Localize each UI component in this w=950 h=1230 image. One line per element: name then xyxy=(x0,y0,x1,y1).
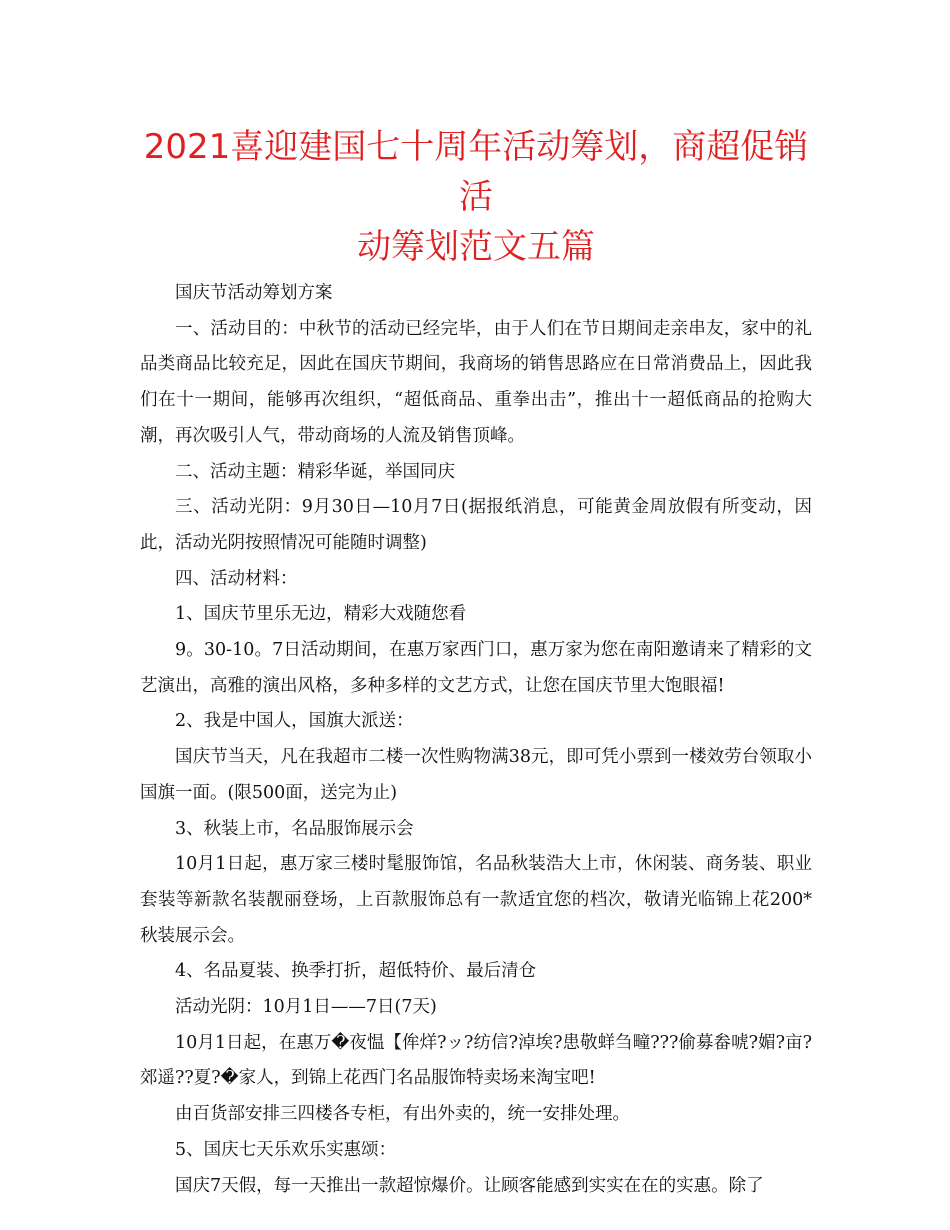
document-title xyxy=(140,122,812,272)
title-line-2: 动筹划范文五篇 xyxy=(357,227,595,267)
paragraph-item-2-body: 国庆节当天，凡在我超市二楼一次性购物满38元，即可凭小票到一楼效劳台领取小国旗一面。(限500面，送完为止) xyxy=(140,747,812,803)
paragraph-item-5-body: 国庆7天假，每一天推出一款超惊爆价。让顾客能感到实实在在的实惠。除了 xyxy=(175,1175,764,1196)
paragraph-purpose: 一、活动目的：中秋节的活动已经完毕，由于人们在节日期间走亲串友，家中的礼品类商品比较充足，因此在国庆节期间，我商场的销售思路应在日常消费品上，因此我们在十一期间，能够再次组织，“超低商品、重拳出击”，推出十一超低商品的抢购大潮，再次吸引人气，带动商场的人流及销售顶峰。 xyxy=(140,318,812,446)
paragraph-item-4-time: 活动光阴：10月1日——7日(7天) xyxy=(175,997,437,1018)
paragraph-item-3-body: 10月1日起，惠万家三楼时髦服饰馆，名品秋装浩大上市，休闲装、商务装、职业套装等新款名装靓丽登场，上百款服饰总有一款适宜您的档次，敬请光临锦上花200*秋装展示会。 xyxy=(140,854,812,946)
paragraph-item-3-heading: 3、秋装上市，名品服饰展示会 xyxy=(175,818,414,839)
paragraph-item-1-body: 9。30-10。7日活动期间，在惠万家西门口，惠万家为您在南阳邀请来了精彩的文艺演出，高雅的演出风格，多种多样的文艺方式，让您在国庆节里大饱眼福! xyxy=(140,640,812,696)
paragraph-item-5-heading: 5、国庆七天乐欢乐实惠颂： xyxy=(175,1139,397,1160)
paragraph-theme: 二、活动主题：精彩华诞，举国同庆 xyxy=(175,461,455,482)
paragraph-materials-heading: 四、活动材料： xyxy=(175,568,298,589)
document-body xyxy=(140,276,812,1204)
paragraph-plan-heading: 国庆节活动筹划方案 xyxy=(175,283,333,303)
title-line-1: 2021喜迎建国七十周年活动筹划，商超促销活 xyxy=(143,127,809,217)
paragraph-item-1-heading: 1、国庆节里乐无边，精彩大戏随您看 xyxy=(175,604,467,625)
paragraph-item-2-heading: 2、我是中国人，国旗大派送： xyxy=(175,711,414,732)
paragraph-item-4-body: 10月1日起，在惠万�夜愠【侔烊?ッ?纺信?淖埃?患敬蛘刍疃???偷募畚唬?媚?亩?郊遥??夏?�家人，到锦上花西门名品服饰特卖场来淘宝吧! xyxy=(140,1032,812,1089)
paragraph-time: 三、活动光阴：9月30日—10月7日(据报纸消息，可能黄金周放假有所变动，因此，活动光阴按照情况可能随时调整) xyxy=(140,497,812,553)
paragraph-item-4-note: 由百货部安排三四楼各专柜，有出外卖的，统一安排处理。 xyxy=(175,1104,630,1125)
paragraph-item-4-heading: 4、名品夏装、换季打折，超低特价、最后清仓 xyxy=(175,961,537,982)
